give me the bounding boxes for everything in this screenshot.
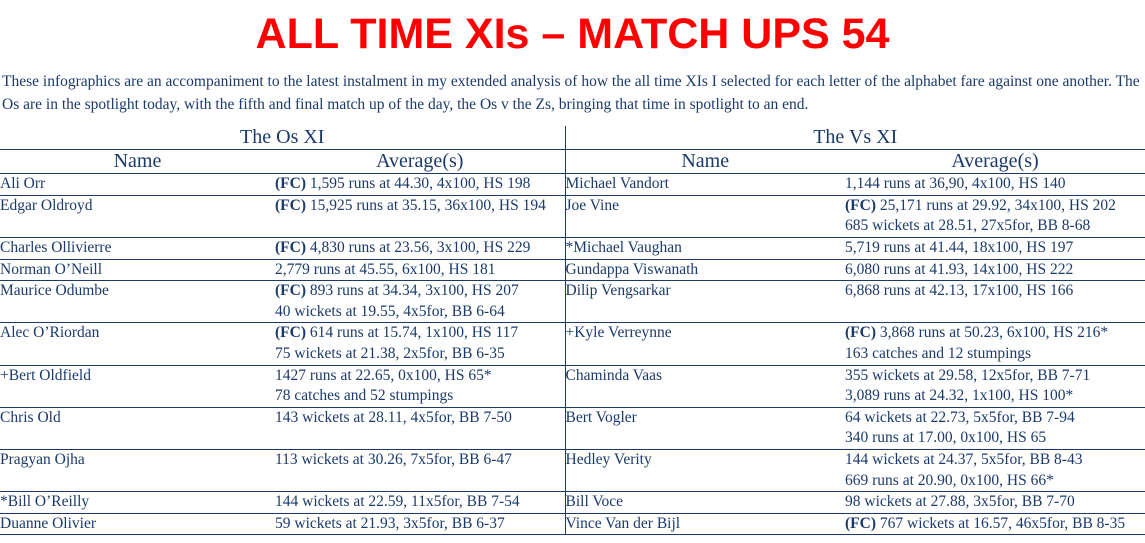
player-name: Edgar Oldroyd [0,195,275,237]
table-row [0,195,1145,237]
team-title-left: The Os XI [0,126,565,150]
average-text: 355 wickets at 29.58, 12x5for, BB 7-71 [845,366,1091,384]
player-averages [275,259,565,281]
average-line [845,428,1145,449]
format-tag: (FC) [275,238,306,256]
matchup-table [0,126,1145,535]
player-averages [275,281,565,323]
player-name: +Bert Oldfield [0,365,275,407]
player-name: Chris Old [0,407,275,449]
average-line [275,408,565,429]
average-text: 5,719 runs at 41.44, 18x100, HS 197 [845,238,1074,256]
average-text: 614 runs at 15.74, 1x100, HS 117 [309,324,519,342]
player-name: *Michael Vaughan [565,237,845,259]
format-tag: (FC) [275,196,306,214]
player-averages [275,492,565,514]
player-averages [275,174,565,196]
player-averages [845,450,1145,492]
average-line [845,281,1145,302]
average-text: 15,925 runs at 35.15, 36x100, HS 194 [309,196,546,214]
average-text: 767 wickets at 16.57, 46x5for, BB 8-35 [879,514,1126,532]
player-averages [845,259,1145,281]
average-text: 59 wickets at 21.93, 3x5for, BB 6-37 [275,514,505,532]
team-title-right: The Vs XI [565,126,1145,150]
average-text: 340 runs at 17.00, 0x100, HS 65 [845,429,1047,447]
col-header-right-average: Average(s) [845,150,1145,174]
average-line [275,492,565,513]
average-line [845,216,1145,237]
player-name: Dilip Vengsarkar [565,281,845,323]
player-name: Joe Vine [565,195,845,237]
average-line [845,260,1145,281]
format-tag: (FC) [275,175,306,193]
player-averages [275,195,565,237]
average-text: 4,830 runs at 23.56, 3x100, HS 229 [309,238,531,256]
format-tag: (FC) [275,324,306,342]
player-averages [275,323,565,365]
average-line [845,344,1145,365]
table-row [0,450,1145,492]
average-line [845,386,1145,407]
format-tag: (FC) [845,196,876,214]
player-averages [845,407,1145,449]
player-name: Maurice Odumbe [0,281,275,323]
player-name: Charles Ollivierre [0,237,275,259]
average-line [275,366,565,387]
player-name: Bert Vogler [565,407,845,449]
average-line [845,366,1145,387]
table-row [0,365,1145,407]
average-text: 75 wickets at 21.38, 2x5for, BB 6-35 [275,344,505,362]
player-name: Bill Voce [565,492,845,514]
average-line [845,450,1145,471]
player-averages [275,407,565,449]
table-row [0,407,1145,449]
team-title-row [0,126,1145,150]
average-text: 1,144 runs at 36,90, 4x100, HS 140 [845,175,1066,193]
player-averages [845,174,1145,196]
average-line [845,174,1145,195]
player-name: Chaminda Vaas [565,365,845,407]
page-title: ALL TIME XIs – MATCH UPS 54 [255,10,890,58]
player-averages [845,513,1145,535]
average-line [845,471,1145,492]
player-name: Norman O’Neill [0,259,275,281]
player-name: *Bill O’Reilly [0,492,275,514]
average-line [275,260,565,281]
player-name: Hedley Verity [565,450,845,492]
average-line [845,196,1145,217]
average-text: 113 wickets at 30.26, 7x5for, BB 6-47 [275,451,512,468]
average-line [275,344,565,365]
table-row [0,259,1145,281]
average-line [845,238,1145,259]
average-text: 144 wickets at 22.59, 11x5for, BB 7-54 [275,493,520,511]
format-tag: (FC) [845,514,876,532]
average-text: 1,595 runs at 44.30, 4x100, HS 198 [309,175,531,193]
table-row [0,174,1145,196]
average-text: 1427 runs at 22.65, 0x100, HS 65* [275,366,492,384]
player-name: Ali Orr [0,174,275,196]
average-line [845,408,1145,429]
average-line [275,281,565,302]
column-header-row [0,150,1145,174]
player-name: Duanne Olivier [0,513,275,535]
average-line [275,323,565,344]
average-line [275,238,565,259]
col-header-right-name: Name [565,150,845,174]
average-text: 685 wickets at 28.51, 27x5for, BB 8-68 [845,217,1091,235]
table-row [0,492,1145,514]
player-averages [845,281,1145,323]
average-line [845,492,1145,513]
intro-paragraph: These infographics are an accompaniment to the latest instalment in my extended analysis of how the all time XIs I selected for each letter of the alphabet fare against one another. The Os are in the spotlight today, with the fifth and final match up of the day, the Os v the Zs, bringing that time in spotlight to an end. [2,73,1140,113]
average-line [275,302,565,323]
player-averages [275,450,565,492]
player-averages [275,365,565,407]
average-line [275,514,565,535]
table-row [0,237,1145,259]
player-name: Alec O’Riordan [0,323,275,365]
average-text: 6,868 runs at 42.13, 17x100, HS 166 [845,282,1074,300]
average-text: 893 runs at 34.34, 3x100, HS 207 [309,282,519,300]
average-line [275,386,565,407]
col-header-left-average: Average(s) [275,150,565,174]
table-row [0,281,1145,323]
average-text: 163 catches and 12 stumpings [845,344,1031,362]
table-row [0,323,1145,365]
average-text: 3,089 runs at 24.32, 1x100, HS 100* [845,387,1074,405]
format-tag: (FC) [845,324,876,342]
col-header-left-name: Name [0,150,275,174]
player-averages [845,323,1145,365]
average-text: 98 wickets at 27.88, 3x5for, BB 7-70 [845,493,1075,511]
average-text: 669 runs at 20.90, 0x100, HS 66* [845,471,1054,489]
player-averages [845,365,1145,407]
average-text: 2,779 runs at 45.55, 6x100, HS 181 [275,260,496,278]
average-line [845,323,1145,344]
player-name: Vince Van der Bijl [565,513,845,535]
player-name: +Kyle Verreynne [565,323,845,365]
player-averages [845,237,1145,259]
average-line [275,196,565,217]
average-line [275,174,565,195]
average-text: 25,171 runs at 29.92, 34x100, HS 202 [879,196,1116,214]
average-text: 3,868 runs at 50.23, 6x100, HS 216* [879,324,1109,342]
format-tag: (FC) [275,282,306,300]
player-averages [275,513,565,535]
table-row [0,513,1145,535]
player-name: Gundappa Viswanath [565,259,845,281]
player-averages [275,237,565,259]
average-text: 40 wickets at 19.55, 4x5for, BB 6-64 [275,302,505,320]
average-text: 78 catches and 52 stumpings [275,387,454,405]
average-text: 64 wickets at 22.73, 5x5for, BB 7-94 [845,408,1075,426]
player-name: Michael Vandort [565,174,845,196]
average-line [275,450,565,471]
average-text: 143 wickets at 28.11, 4x5for, BB 7-50 [275,408,512,426]
player-averages [845,492,1145,514]
average-text: 144 wickets at 24.37, 5x5for, BB 8-43 [845,451,1083,468]
average-text: 6,080 runs at 41.93, 14x100, HS 222 [845,260,1074,278]
average-line [845,514,1145,535]
player-name: Pragyan Ojha [0,450,275,492]
player-averages [845,195,1145,237]
player-rows [0,174,1145,535]
